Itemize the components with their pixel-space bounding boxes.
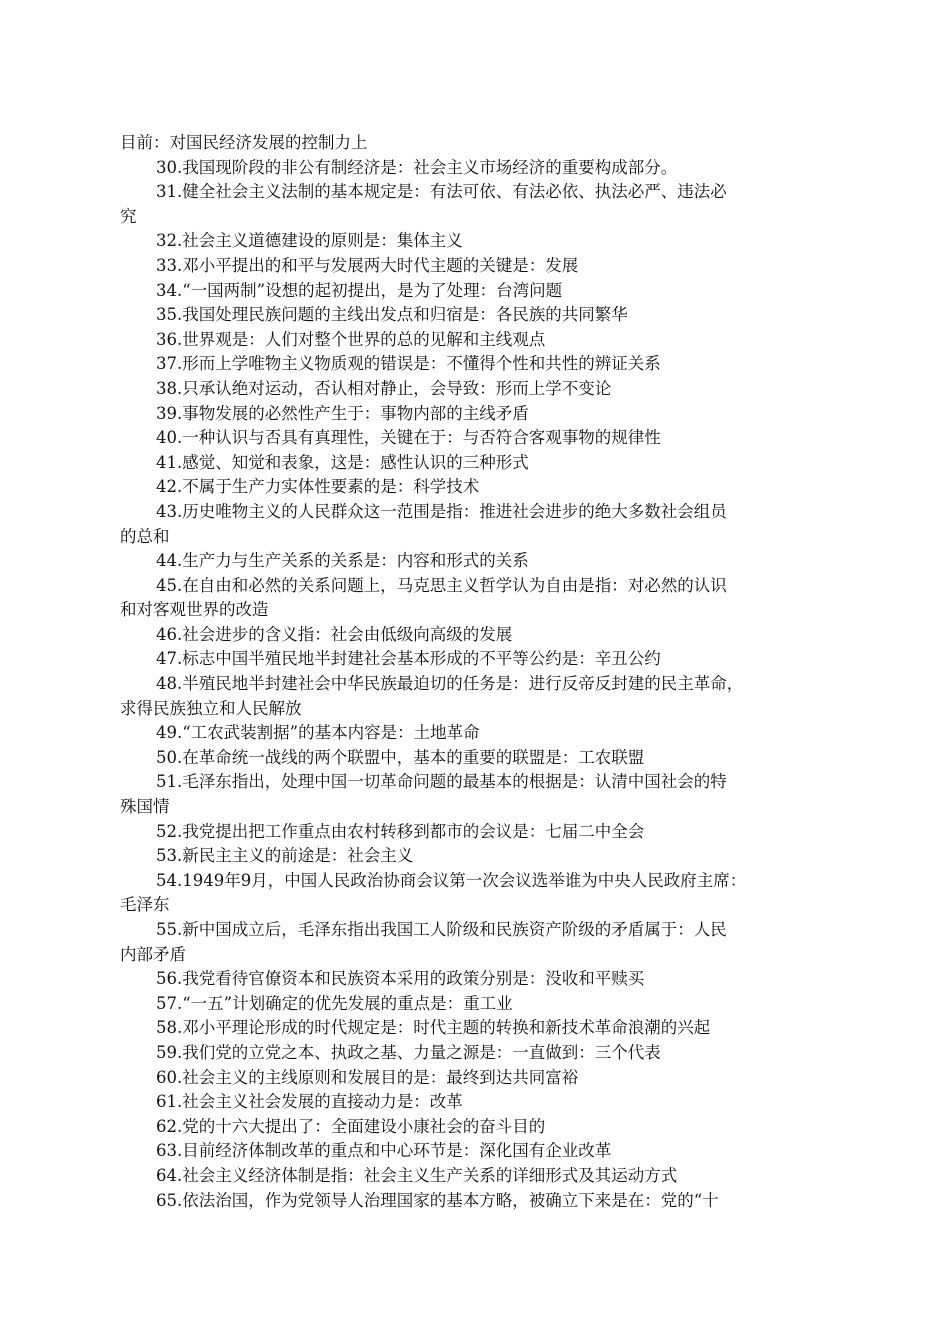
text-line: 61.社会主义社会发展的直接动力是：改革 xyxy=(156,1092,463,1112)
text-line: 51.毛泽东指出，处理中国一切革命问题的最基本的根据是：认清中国社会的特 xyxy=(156,772,727,792)
text-line: 59.我们党的立党之本、执政之基、力量之源是：一直做到：三个代表 xyxy=(156,1042,661,1062)
text-line: 65.依法治国，作为党领导人治理国家的基本方略，被确立下来是在：党的“十 xyxy=(156,1190,719,1210)
text-line: 60.社会主义的主线原则和发展目的是：最终到达共同富裕 xyxy=(156,1067,579,1087)
text-line: 36.世界观是：人们对整个世界的总的见解和主线观点 xyxy=(156,329,546,349)
text-line: 47.标志中国半殖民地半封建社会基本形成的不平等公约是：辛丑公约 xyxy=(156,649,661,669)
text-line: 37.形而上学唯物主义物质观的错误是：不懂得个性和共性的辨证关系 xyxy=(156,354,661,374)
text-line: 53.新民主主义的前途是：社会主义 xyxy=(156,846,414,866)
text-line: 48.半殖民地半封建社会中华民族最迫切的任务是：进行反帝反封建的民主革命， xyxy=(156,674,744,694)
text-line: 63.目前经济体制改革的重点和中心环节是：深化国有企业改革 xyxy=(156,1141,612,1161)
text-line: 52.我党提出把工作重点由农村转移到都市的会议是：七届二中全会 xyxy=(156,821,645,841)
text-line: 和对客观世界的改造 xyxy=(120,600,269,620)
text-line: 54.1949年9月，中国人民政治协商会议第一次会议选举谁为中央人民政府主席： xyxy=(156,870,747,890)
text-line: 的总和 xyxy=(120,526,170,546)
text-line: 38.只承认绝对运动，否认相对静止，会导致：形而上学不变论 xyxy=(156,378,612,398)
text-line: 64.社会主义经济体制是指：社会主义生产关系的详细形式及其运动方式 xyxy=(156,1165,678,1185)
text-line: 62.党的十六大提出了：全面建设小康社会的奋斗目的 xyxy=(156,1116,546,1136)
text-line: 43.历史唯物主义的人民群众这一范围是指：推进社会进步的绝大多数社会组员 xyxy=(156,501,727,521)
text-line: 毛泽东 xyxy=(120,895,170,915)
text-line: 55.新中国成立后，毛泽东指出我国工人阶级和民族资产阶级的矛盾属于：人民 xyxy=(156,920,727,939)
text-line: 46.社会进步的含义指：社会由低级向高级的发展 xyxy=(156,624,513,644)
text-line: 56.我党看待官僚资本和民族资本采用的政策分别是：没收和平赎买 xyxy=(156,969,645,989)
text-line: 34.“一国两制”设想的起初提出，是为了处理：台湾问题 xyxy=(156,280,563,300)
text-line: 58.邓小平理论形成的时代规定是：时代主题的转换和新技术革命浪潮的兴起 xyxy=(156,1018,711,1038)
text-line: 45.在自由和必然的关系问题上，马克思主义哲学认为自由是指：对必然的认识 xyxy=(156,575,727,595)
text-line: 50.在革命统一战线的两个联盟中，基本的重要的联盟是：工农联盟 xyxy=(156,747,645,767)
text-line: 44.生产力与生产关系的关系是：内容和形式的关系 xyxy=(156,551,529,571)
text-line: 40.一种认识与否具有真理性，关键在于：与否符合客观事物的规律性 xyxy=(156,428,661,448)
text-line: 目前：对国民经济发展的控制力上 xyxy=(120,133,368,152)
text-line: 32.社会主义道德建设的原则是：集体主义 xyxy=(156,231,463,251)
text-line: 内部矛盾 xyxy=(120,944,186,964)
text-line: 39.事物发展的必然性产生于：事物内部的主线矛盾 xyxy=(156,403,529,423)
text-line: 57.“一五”计划确定的优先发展的重点是：重工业 xyxy=(156,993,513,1013)
text-line: 究 xyxy=(120,206,137,226)
text-line: 35.我国处理民族问题的主线出发点和归宿是：各民族的共同繁华 xyxy=(156,305,628,325)
text-line: 求得民族独立和人民解放 xyxy=(120,698,302,718)
text-line: 33.邓小平提出的和平与发展两大时代主题的关键是：发展 xyxy=(156,255,579,275)
text-line: 42.不属于生产力实体性要素的是：科学技术 xyxy=(156,477,480,497)
text-line: 30.我国现阶段的非公有制经济是：社会主义市场经济的重要构成部分。 xyxy=(156,157,678,177)
text-line: 31.健全社会主义法制的基本规定是：有法可依、有法必依、执法必严、违法必 xyxy=(156,182,727,202)
text-line: 殊国情 xyxy=(120,797,170,817)
document-body xyxy=(120,131,832,1213)
text-line: 49.“工农武装割据”的基本内容是：土地革命 xyxy=(156,723,480,743)
text-line: 41.感觉、知觉和表象，这是：感性认识的三种形式 xyxy=(156,452,529,472)
